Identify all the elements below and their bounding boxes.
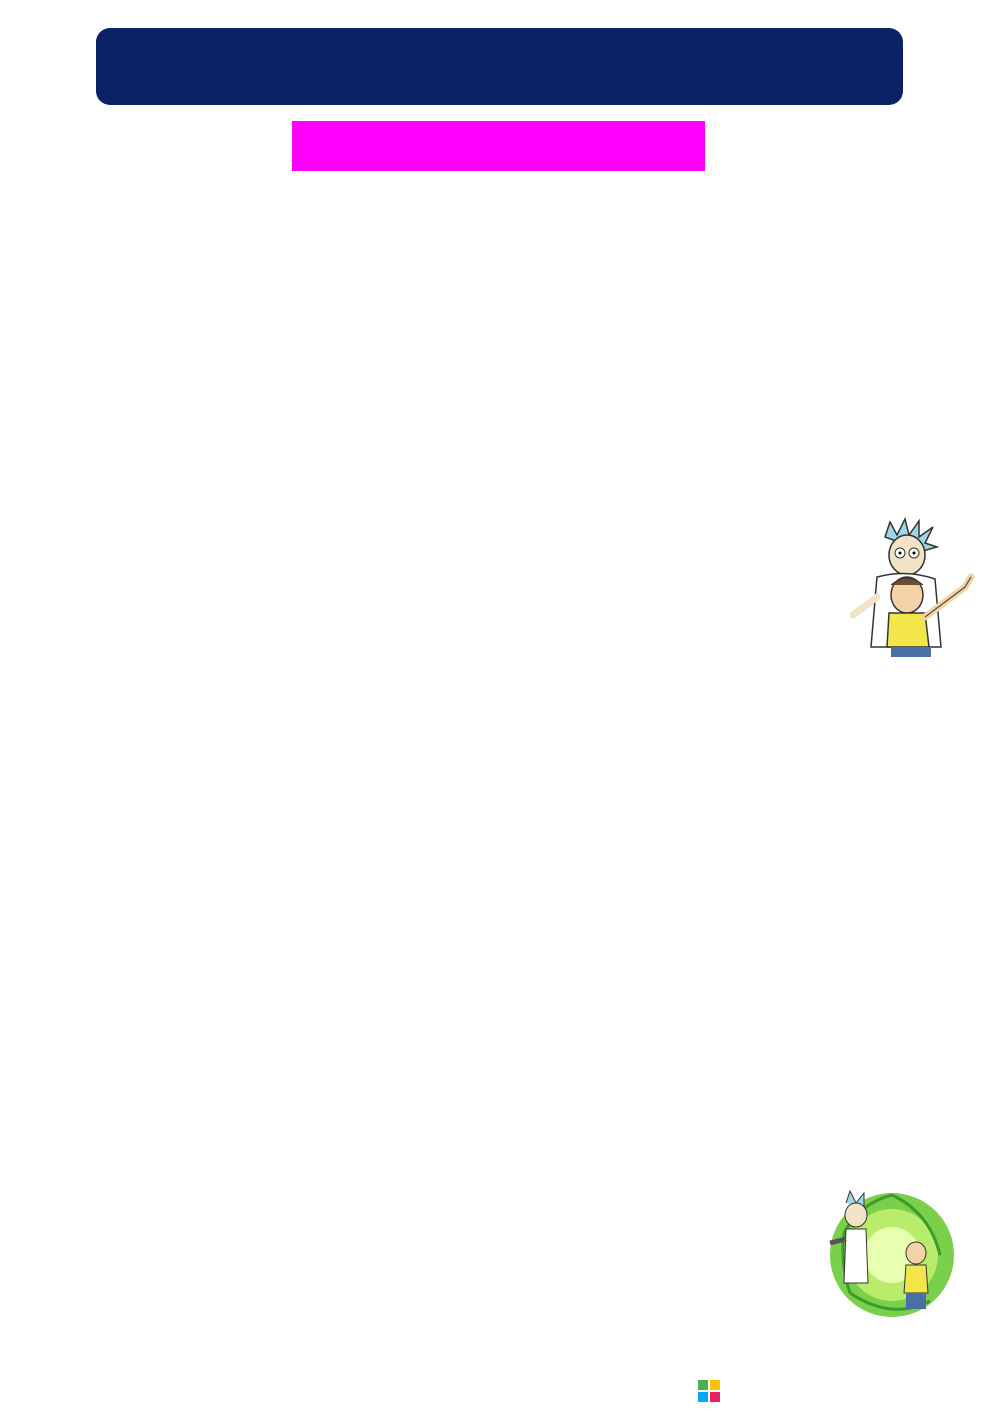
portal-cartoon-illustration — [820, 1183, 960, 1323]
liveworksheets-mark-icon — [698, 1380, 720, 1402]
page-title — [292, 121, 705, 171]
student-info-header — [96, 28, 903, 105]
cartoon-characters-illustration — [845, 517, 975, 657]
liveworksheets-logo — [698, 1376, 998, 1406]
